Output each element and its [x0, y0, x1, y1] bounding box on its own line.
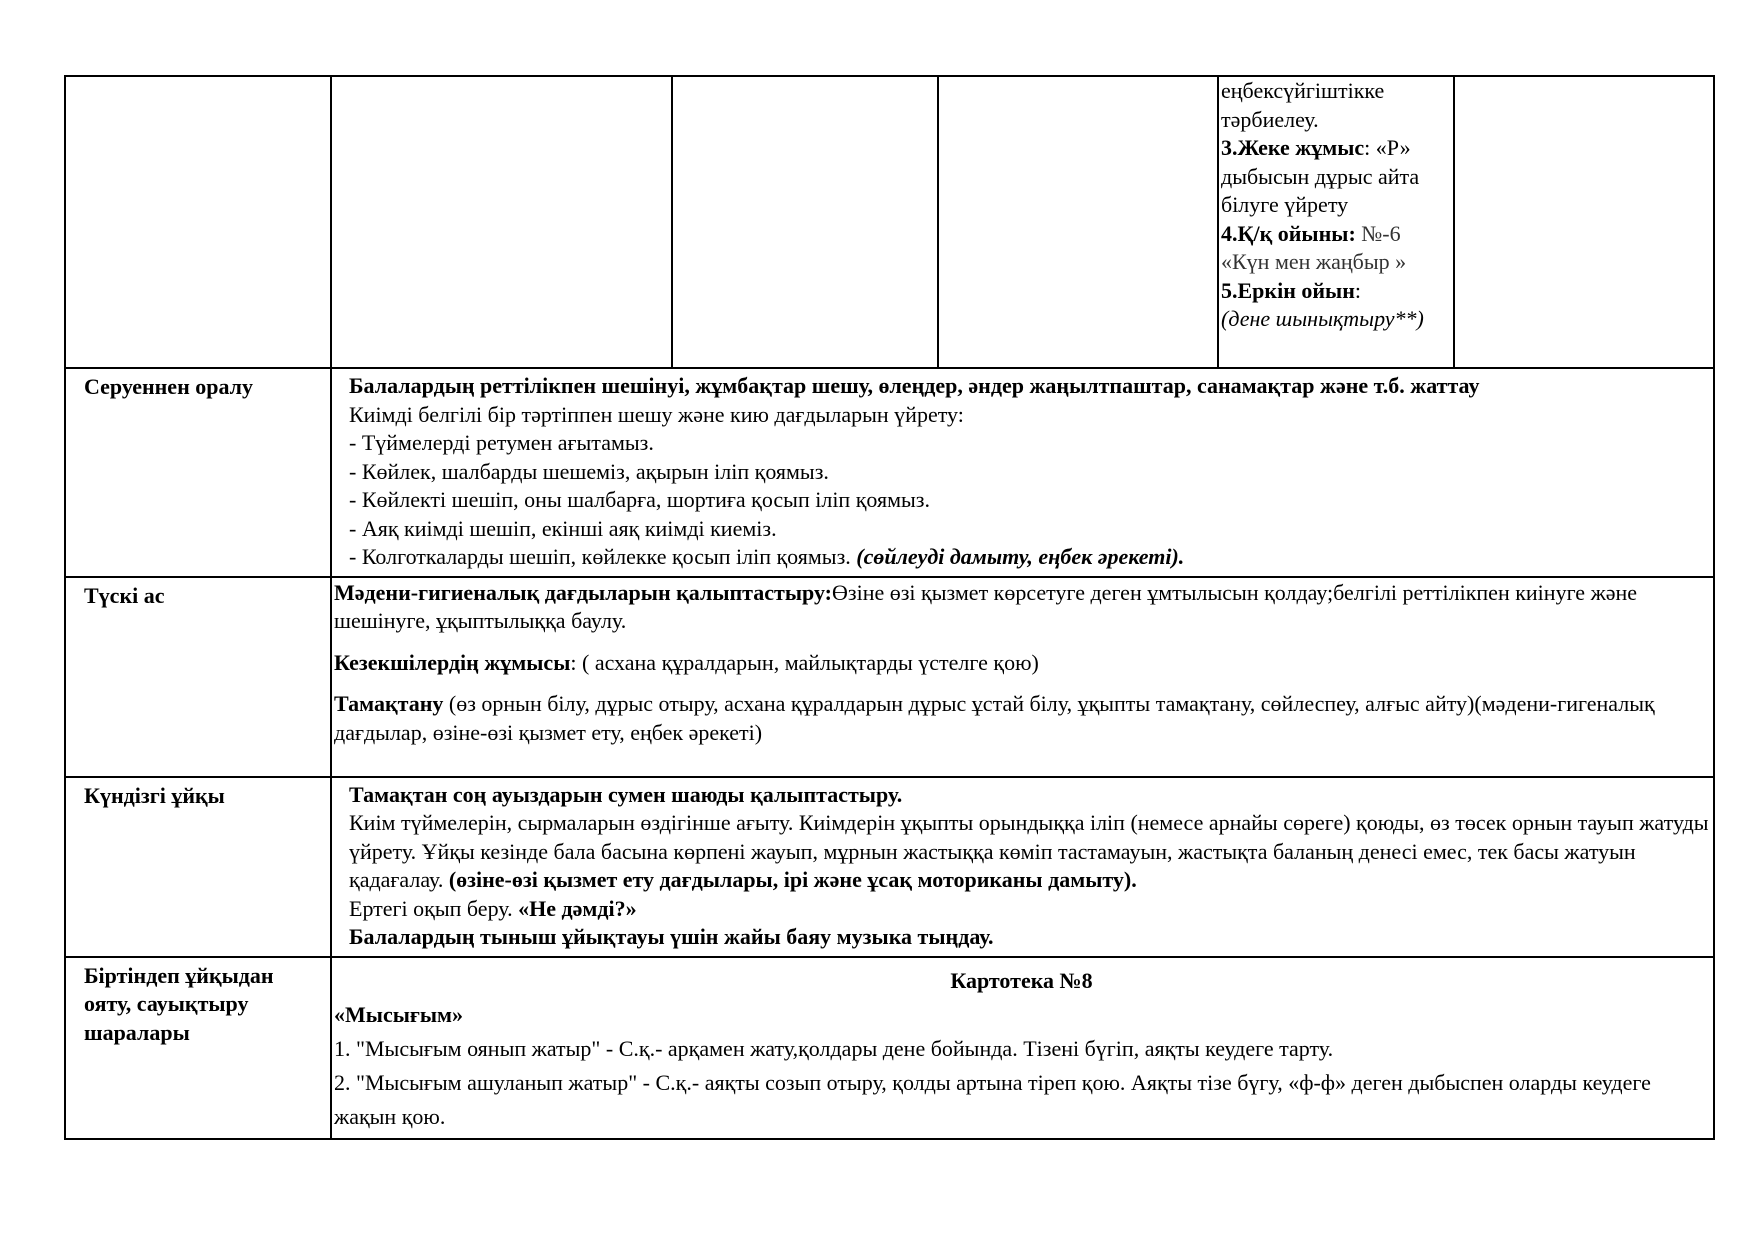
- row-label: Біртіндеп ұйқыдан ояту, сауықтыру шаралары: [65, 957, 331, 1139]
- text-line: Киімді белгілі бір тәртіппен шешу және кию дағдыларын үйрету:: [349, 401, 964, 427]
- schedule-table: [64, 75, 1715, 1140]
- exercise-item: 1. "Мысығым оянып жатыр" - С.қ.- арқамен жату,қолдары дене бойында. Тізені бүгіп, аяқты кеудеге тарту.: [334, 1035, 1334, 1061]
- continued-text: еңбексүйгіштікке: [1221, 78, 1385, 103]
- lunch-row: [65, 577, 1714, 777]
- text-line: - Көйлек, шалбарды шешеміз, ақырын іліп қоямыз.: [349, 458, 829, 484]
- wake-up-row: [65, 957, 1714, 1139]
- nap-content: [331, 777, 1714, 957]
- free-play-note: (дене шынықтыру**): [1221, 306, 1424, 331]
- row-label: Түскі ас: [65, 577, 331, 777]
- row-label: Серуеннен оралу: [65, 368, 331, 577]
- empty-cell: [672, 76, 938, 368]
- return-from-walk-row: [65, 368, 1714, 577]
- section-heading: Балалардың реттілікпен шешінуі, жұмбақтар шешу, өлеңдер, әндер жаңылтпаштар, санамақтар және т.б. жаттау: [349, 373, 1480, 398]
- empty-cell: [938, 76, 1218, 368]
- empty-cell: [65, 76, 331, 368]
- story-text: Ертегі оқып беру.: [349, 895, 519, 921]
- text-line: [349, 543, 1709, 572]
- text-line: - Түймелерді ретумен ағытамыз.: [349, 430, 654, 455]
- continuation-row: [65, 76, 1714, 368]
- row-label: Күндізгі ұйқы: [65, 777, 331, 957]
- continued-text: тәрбиелеу.: [1221, 106, 1319, 132]
- individual-work-text: : «Р» дыбысын дұрыс айта білуге үйрету: [1221, 135, 1420, 217]
- hygiene-title: Мәдени-гигиеналық дағдыларын қалыптастыру:: [334, 579, 832, 605]
- nap-note: (өзіне-өзі қызмет ету дағдылары, ірі және ұсақ моториканы дамыту).: [448, 867, 1137, 892]
- free-play: [1221, 277, 1451, 306]
- outdoor-game-name: «Күн мен жаңбыр »: [1221, 249, 1407, 274]
- duty-paragraph: [334, 649, 1709, 678]
- meal-text: (өз орнын білу, дұрыс отыру, асхана құралдарын дұрыс ұстай білу, ұқыпты тамақтану, сөйлеспеу, алғыс айту)(мәдени-гигеналық дағдылар, өзіне-өзі қызмет ету, еңбек әрекеті): [334, 691, 1655, 745]
- meal-title: Тамақтану: [334, 691, 444, 716]
- music-line: Балалардың тыныш ұйықтауы үшін жайы баяу музыка тыңдау.: [349, 924, 994, 949]
- text-line: - Көйлекті шешіп, оны шалбарға, шортиға қосып іліп қоямыз.: [349, 487, 930, 512]
- free-play-title: 5.Еркін ойын: [1221, 277, 1355, 303]
- exercise-subtitle: «Мысығым»: [334, 1001, 464, 1027]
- outdoor-game-number: №-6: [1355, 220, 1401, 246]
- nap-paragraph: [349, 809, 1709, 895]
- outdoor-game-title: 4.Қ/қ ойыны:: [1221, 220, 1356, 246]
- text-span: - Колготкаларды шешіп, көйлекке қосып іліп қоямыз.: [349, 544, 857, 569]
- individual-work-title: 3.Жеке жұмыс: [1221, 135, 1365, 160]
- nap-text: Киім түймелерін, сырмаларын өздігінше ағыту. Киімдерін ұқыпты орындыққа іліп (немесе арнайы сөреге) қоюды, өз төсек орнын тауып жатуды үйрету. Ұйқы кезінде бала басына көрпені жауып, мұрнын жастыққа көміп тастамауын, жастықта баланың денесі емес, тек басы жатуын қадағалау.: [349, 810, 1709, 892]
- meal-paragraph: [334, 690, 1709, 747]
- exercise-item: 2. "Мысығым ашуланып жатыр" - С.қ.- аяқты созып отыру, қолды артына тіреп қою. Аяқты тізе бүгу, «ф-ф» деген дыбыспен оларды кеудеге жақын қою.: [334, 1069, 1651, 1129]
- hygiene-text: Өзіне өзі қызмет көрсетуге деген ұмтылысын қолдау;белгілі реттілікпен киінуге және шешінуге, ұқыптылыққа баулу.: [334, 579, 1638, 633]
- duty-title: Кезекшілердің жұмысы: [334, 649, 571, 675]
- nap-row: [65, 777, 1714, 957]
- free-play-colon: :: [1354, 277, 1362, 303]
- empty-cell: [331, 76, 672, 368]
- hygiene-paragraph: [334, 579, 1709, 636]
- card-title: Картотека №8: [950, 967, 1093, 993]
- empty-cell: [1454, 76, 1714, 368]
- section-heading: Тамақтан соң ауыздарын сумен шаюды қалыптастыру.: [349, 781, 903, 807]
- duty-text: : ( асхана құралдарын, майлықтарды үстелге қою): [570, 649, 1039, 675]
- story-title: «Не дәмді?»: [518, 895, 637, 921]
- story-line: [349, 895, 1709, 924]
- individual-work: [1221, 134, 1451, 220]
- activity-note: (сөйлеуді дамыту, еңбек әрекеті).: [856, 544, 1185, 569]
- return-from-walk-content: [331, 368, 1714, 577]
- text-line: - Аяқ киімді шешіп, екінші аяқ киімді киеміз.: [349, 515, 777, 541]
- activity-list-cell: [1218, 76, 1454, 368]
- lunch-content: [331, 577, 1714, 777]
- outdoor-game: [1221, 220, 1451, 249]
- wake-up-content: [331, 957, 1714, 1139]
